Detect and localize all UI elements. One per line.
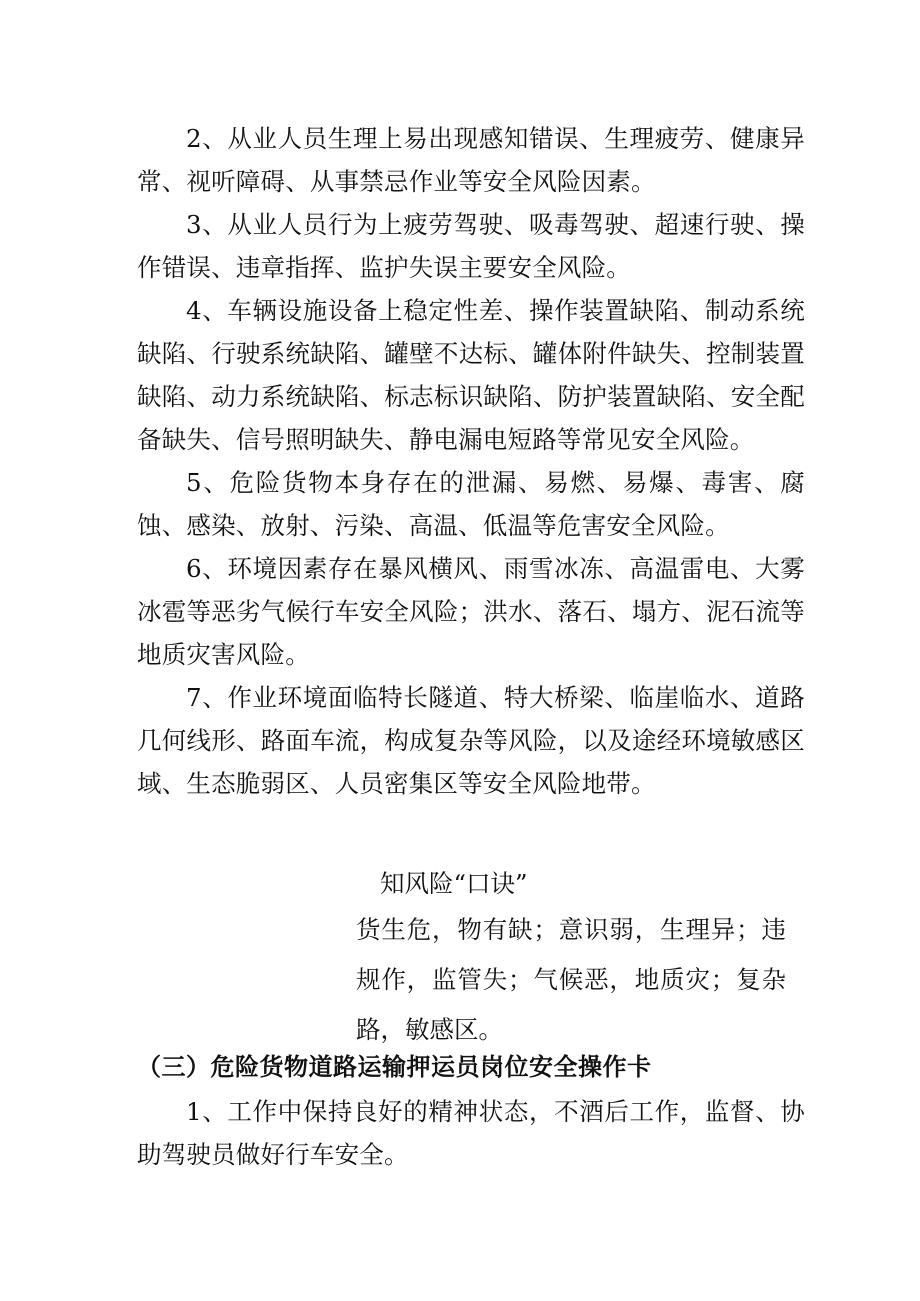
risk-item-2: 2、从业人员生理上易出现感知错误、生理疲劳、健康异常、视听障碍、从事禁忌作业等安全风险因素。	[137, 124, 805, 196]
rhyme-body: 货生危，物有缺；意识弱，生理异；违规作，监管失；气候恶，地质灾；复杂路，敏感区。	[356, 915, 786, 1044]
risk-item-6: 6、环境因素存在暴风横风、雨雪冰冻、高温雷电、大雾冰雹等恶劣气候行车安全风险；洪水、落石、塌方、泥石流等地质灾害风险。	[137, 554, 805, 669]
section-heading: （三）危险货物道路运输押运员岗位安全操作卡	[137, 1053, 652, 1081]
risk-item-5: 5、危险货物本身存在的泄漏、易燃、易爆、毒害、腐蚀、感染、放射、污染、高温、低温等危害安全风险。	[137, 468, 805, 540]
risk-item-4: 4、车辆设施设备上稳定性差、操作装置缺陷、制动系统缺陷、行驶系统缺陷、罐壁不达标、罐体附件缺失、控制装置缺陷、动力系统缺陷、标志标识缺陷、防护装置缺陷、安全配备缺失、信号照明缺失、静电漏电短路等常见安全风险。	[137, 296, 805, 454]
section-item-1: 1、工作中保持良好的精神状态，不酒后工作，监督、协助驾驶员做好行车安全。	[137, 1097, 805, 1169]
rhyme-title: 知风险“口诀”	[380, 869, 528, 898]
risk-item-3: 3、从业人员行为上疲劳驾驶、吸毒驾驶、超速行驶、操作错误、违章指挥、监护失误主要安全风险。	[137, 210, 805, 282]
risk-item-7: 7、作业环境面临特长隧道、特大桥梁、临崖临水、道路几何线形、路面车流，构成复杂等风险，以及途经环境敏感区域、生态脆弱区、人员密集区等安全风险地带。	[137, 683, 805, 798]
